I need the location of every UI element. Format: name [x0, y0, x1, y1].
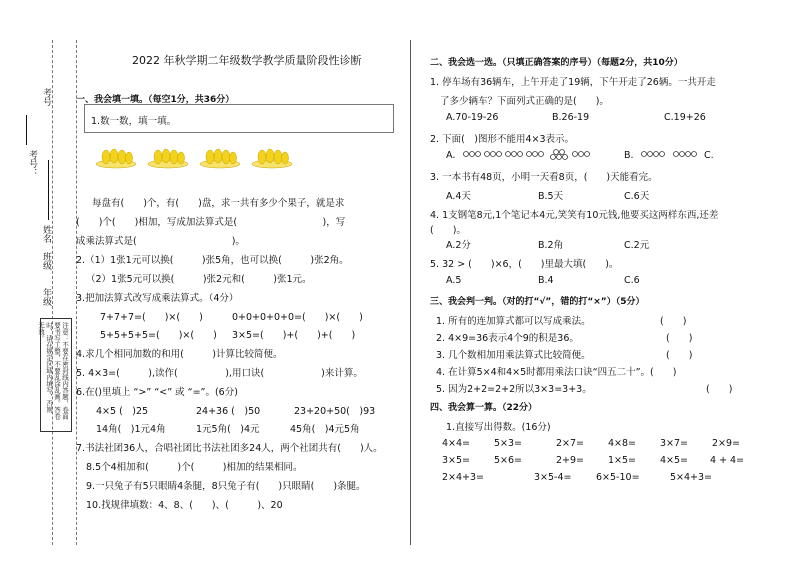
choice-3-option-a: A.4天 — [446, 191, 471, 202]
judge-1-paren: ( ) — [660, 316, 687, 327]
q9: 9.一只兔子有5只眼睛4条腿，8只兔子有( )只眼睛( )条腿。 — [86, 481, 366, 492]
judge-2-paren: ( ) — [666, 333, 693, 344]
grade-label: 年级 — [41, 288, 51, 306]
q6-item-4: 14角( )1元4角 — [96, 424, 166, 435]
calc-item: 5×4+3= — [670, 472, 713, 483]
calc-item: 5×3= — [494, 438, 523, 449]
calc-item: 2×7= — [556, 438, 585, 449]
page-title: 2022 年秋学期二年级数学教学质量阶段性诊断 — [132, 54, 362, 67]
choice-3: 3. 一本书有48页，小明一天看8页，( )天能看完。 — [430, 172, 658, 183]
calc-item: 4×4= — [442, 438, 471, 449]
judge-3: 3. 几个数相加用乘法算式比较简便。 — [436, 350, 591, 361]
calc-item: 3×5= — [442, 455, 471, 466]
calc-item: 6×5-10= — [596, 472, 640, 483]
q6-item-1: 4×5 ( )25 — [96, 406, 149, 417]
choice-4-option-b: B.2角 — [538, 240, 564, 251]
choice-2-option-b: B. — [624, 150, 634, 161]
section-4-header: 四、我会算一算。（22分） — [430, 403, 538, 413]
q3-item-4: 3×5=( )+( )+( ) — [232, 330, 356, 341]
q1-line-3: 成乘法算式是( )。 — [76, 236, 245, 247]
calc-item: 4×5= — [660, 455, 689, 466]
choice-5-option-b: B.4 — [538, 275, 554, 286]
choice-4-line-1: 4. 1支钢笔8元,1个笔记本4元,笑笑有10元钱,他要买这两样东西,还差 — [430, 210, 719, 221]
judge-3-paren: ( ) — [666, 350, 693, 361]
name-label: 姓名 — [41, 225, 51, 243]
calc-item: 2+9= — [556, 455, 585, 466]
q2-part-2: （2）1张5元可以换( )张2元和( )张1元。 — [86, 274, 312, 285]
name-line — [48, 160, 49, 220]
choice-3-option-b: B.5天 — [538, 191, 564, 202]
calc-item: 3×5-4= — [534, 472, 572, 483]
column-divider — [410, 40, 411, 545]
binding-notice-box — [37, 318, 72, 432]
calc-label: 1.直接写出得数。(16分) — [446, 422, 551, 433]
choice-1-option-a: A.70-19-26 — [446, 112, 499, 123]
circles-figure-2 — [640, 147, 702, 161]
choice-1-option-b: B.26-19 — [552, 112, 590, 123]
q10: 10.找规律填数：4、8、( )、( )、20 — [86, 500, 283, 511]
q7: 7.书法社团36人，合唱社团比书法社团多24人，两个社团共有( )人。 — [76, 443, 383, 454]
calc-item: 5×6= — [494, 455, 523, 466]
choice-5: 5. 32 > ( )×6，( )里最大填( )。 — [430, 259, 619, 270]
q4: 4.求几个相同加数的和用( )计算比较简便。 — [76, 349, 283, 360]
q8: 8.5个4相加和( )个( )相加的结果相同。 — [86, 462, 303, 473]
choice-5-option-a: A.5 — [446, 275, 462, 286]
q6-item-5: 1元5角( )4元 — [196, 424, 260, 435]
class-label: 班级 — [41, 252, 51, 270]
notice-line-2: 要书写工整，不要乱涂乱画。答卷 — [53, 322, 61, 420]
q1-line-1: 每盘有( )个，有( )盘，求一共有多少个果子，就是求 — [92, 198, 345, 209]
choice-2-option-a: A. — [446, 150, 456, 161]
choice-1-option-c: C.19+26 — [664, 112, 706, 123]
judge-5-paren: ( ) — [706, 384, 733, 395]
exam-no-line — [26, 115, 27, 145]
q3-item-1: 7+7+7=( )×( ) — [100, 312, 203, 323]
calc-item: 2×4+3= — [442, 472, 485, 483]
q6-item-3: 23+20+50( )93 — [294, 406, 376, 417]
section-1-header: 一、我会填一填。（每空1分，共36分） — [76, 95, 235, 105]
q3-item-2: 0+0+0+0+0=( )×( ) — [232, 312, 363, 323]
q2-part-1: 2.（1）1张1元可以换( )张5角，也可以换( )张2角。 — [76, 255, 349, 266]
choice-2-option-c: C. — [704, 150, 714, 161]
section-2-header: 二、我会选一选。（只填正确答案的序号）（每题2分，共10分） — [430, 58, 683, 68]
exam-no-text: 考号 — [41, 88, 51, 106]
circles-figure — [462, 147, 592, 161]
exam-no-label: 考号： — [27, 150, 37, 177]
choice-1-line-2: 了多少辆车？下面列式正确的是( )。 — [440, 96, 609, 107]
choice-4-line-2: ( )。 — [430, 225, 466, 236]
choice-4-option-c: C.2元 — [624, 240, 650, 251]
notice-line-1: 注意：不要在密封线内答题，卷面 — [61, 322, 69, 420]
q3-prompt: 3.把加法算式改写成乘法算式。（4分） — [76, 293, 239, 304]
q6-item-6: 45角( )4元5角 — [290, 424, 360, 435]
q6-item-2: 24+36 ( )50 — [196, 406, 261, 417]
question-1-label: 1.数一数，填一填。 — [91, 116, 177, 127]
calc-item: 4 + 4= — [710, 455, 745, 466]
q5: 5. 4×3=( ),读作( ),用口诀( )来计算。 — [76, 368, 363, 379]
calc-item: 1×5= — [608, 455, 637, 466]
judge-4: 4. 在计算5×4和4×5时都用乘法口诀“四五二十”。( ) — [436, 367, 677, 378]
judge-5: 5. 因为2+2=2+2所以3×3=3+3。 — [436, 384, 592, 395]
q6-prompt: 6.在()里填上 “>” “<” 或 “=”。(6分) — [76, 387, 238, 398]
notice-line-4: 无效。 — [37, 322, 45, 342]
judge-2: 2. 4×9=36表示4个9的积是36。 — [436, 333, 579, 344]
q1-line-2: ( )个( )相加，写成加法算式是( )，写 — [76, 217, 346, 228]
q3-item-3: 5+5+5+5=( )×( ) — [100, 330, 217, 341]
choice-4-option-a: A.2分 — [446, 240, 471, 251]
calc-item: 2×9= — [712, 438, 741, 449]
notice-line-3: 时，请在规定区域内填写，否则 — [45, 322, 53, 413]
choice-2: 2. 下面( )图形不能用4×3表示。 — [430, 134, 575, 145]
calc-item: 3×7= — [660, 438, 689, 449]
calc-item: 4×8= — [608, 438, 637, 449]
choice-5-option-c: C.6 — [624, 275, 640, 286]
choice-3-option-c: C.6天 — [624, 191, 650, 202]
judge-1: 1. 所有的连加算式都可以写成乘法。 — [436, 316, 591, 327]
banana-plates-illustration — [94, 145, 304, 169]
section-3-header: 三、我会判一判。（对的打“√”，错的打“×”）（5分） — [430, 297, 645, 307]
question-1-box — [84, 104, 394, 133]
choice-1-line-1: 1. 停车场有36辆车，上午开走了19辆，下午开走了26辆。一共开走 — [430, 77, 716, 88]
